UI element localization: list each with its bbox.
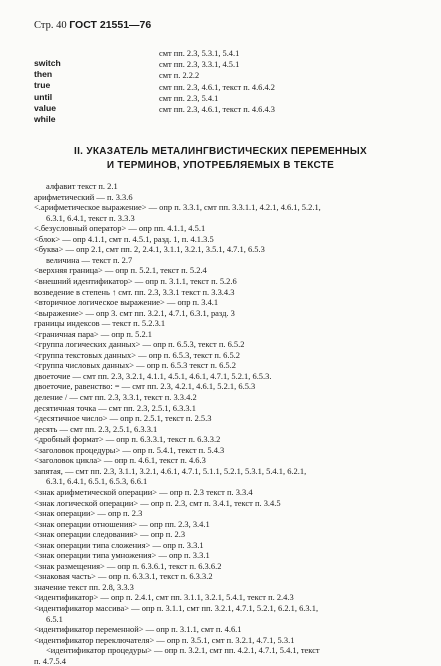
keyword-reference: смт пп. 2.3, 4.6.1, текст п. 4.6.4.3 — [159, 105, 275, 114]
page-number: Стр. 40 — [34, 20, 67, 31]
index-entry: <граничная пара> — опр п. 5.2.1 — [34, 328, 153, 339]
index-entry: 6.3.1, 6.4.1, 6.5.1, 6.5.3, 6.6.1 — [46, 476, 148, 487]
section-title-line-1: II. УКАЗАТЕЛЬ МЕТАЛИНГВИСТИЧЕСКИХ ПЕРЕМЕННЫХ — [74, 146, 367, 157]
index-entry: <идентификатор процедуры> — опр п. 3.2.1, смт пп. 4.2.1, 4.7.1, 5.4.1, текст — [46, 645, 320, 656]
keyword-reference: смт п. 2.2.2 — [159, 71, 200, 81]
index-entry: деление / — смт пп. 2.3, 3.3.1, текст п. 3.3.4.2 — [34, 392, 197, 402]
index-entry: <идентификатор переменной> — опр п. 3.1.1, смт п. 4.6.1 — [34, 624, 242, 635]
page-header — [34, 19, 151, 31]
index-entry: <знак арифметической операции> — опр п. 2.3 текст п. 3.3.4 — [34, 486, 253, 497]
index-entry: <знак операции отношения> — опр пп. 2.3, 3.4.1 — [34, 518, 210, 529]
index-entry: <знак операции типа сложения> — опр п. 3.3.1 — [34, 539, 204, 550]
index-entry: двоеточие, равенство: = — смт пп. 2.3, 4.2.1, 4.6.1, 5.2.1, 6.5.3 — [34, 381, 256, 392]
keyword-reference: смт пп. 2.3, 4.6.1, текст п. 4.6.4.2 — [159, 82, 275, 92]
index-entry: <знак логической операции> — опр п. 2.3, смт п. 3.4.1, текст п. 3.4.5 — [34, 497, 281, 508]
index-entry: <дробный формат> — опр п. 6.3.3.1, текст п. 6.3.3.2 — [34, 434, 221, 445]
keyword-reference: смт пп. 2.3, 5.3.1, 5.4.1 — [159, 49, 240, 58]
keyword-reference: смт пп. 2.3, 5.4.1 — [159, 93, 219, 103]
index-entry: <верхняя граница> — опр п. 5.2.1, текст п. 5.2.4 — [34, 265, 207, 276]
keyword-term: then — [34, 69, 53, 80]
index-entry: <внешний идентификатор> — опр п. 3.1.1, текст п. 5.2.6 — [34, 275, 237, 286]
index-entry: возведение в степень ↑ смт. пп. 2.3, 3.3.1 текст п. 3.3.4.3 — [34, 286, 235, 297]
standard-number: ГОСТ 21551—76 — [69, 19, 152, 31]
keyword-term: value — [34, 102, 56, 113]
index-entry: <буква> — опр 2.1, смт пп. 2, 2.4.1, 3.1.1, 3.2.1, 3.5.1, 4.7.1, 6.5.3 — [34, 244, 265, 255]
index-entry: <.арифметическое выражение> — опр п. 3.3.1, смт пп. 3.3.1.1, 4.2.1, 4.6.1, 5.2.1, — [34, 202, 321, 213]
keyword-term: until — [34, 91, 53, 102]
index-entry: значение текст пп. 2.8, 3.3.3 — [34, 581, 134, 592]
index-entry: запятая, — смт пп. 2.3, 3.1.1, 3.2.1, 4.6.1, 4.7.1, 5.1.1, 5.2.1, 5.3.1, 5.4.1, 6.2.1, — [34, 465, 307, 476]
index-entry: <знак размещения> — опр п. 6.3.6.1, текст п. 6.3.6.2 — [34, 560, 222, 571]
index-entry: п. 4.7.5.4 — [34, 655, 66, 666]
index-entry: десятичная точка — смт пп. 2.3, 2.5.1, 6.3.3.1 — [34, 402, 196, 413]
index-entry: границы индексов — текст п. 5.2.3.1 — [34, 318, 166, 329]
index-entry: <группа числовых данных> — опр п. 6.5.3 текст п. 6.5.2 — [34, 360, 236, 371]
index-entry: <идентификатор> — опр п. 2.4.1, смт пп. 3.1.1, 3.2.1, 5.4.1, текст п. 2.4.3 — [34, 592, 294, 603]
index-entry: арифметический — п. 3.3.6 — [34, 191, 133, 202]
index-entry: десять — смт пп. 2.3, 2.5.1, 6.3.3.1 — [34, 423, 158, 434]
index-entry: <знаковая часть> — опр п. 6.3.3.1, текст п. 6.3.3.2 — [34, 571, 213, 582]
index-entry: <вторичное логическое выражение> — опр п. 3.4.1 — [34, 297, 219, 308]
index-entry: <блок> — опр 4.1.1, смт п. 4.5.1, разд. 1, п. 4.1.3.5 — [34, 233, 214, 244]
index-entry: <.безусловный оператор> — опр пп. 4.1.1, 4.5.1 — [34, 223, 206, 234]
index-entry: <группа текстовых данных> — опр п. 6.5.3, текст п. 6.5.2 — [34, 349, 241, 360]
index-entry: <знак операции> — опр п. 2.3 — [34, 508, 143, 519]
index-entry: величина — текст п. 2.7 — [46, 254, 133, 265]
index-entry: <заголовок цикла> — опр п. 4.6.1, текст п. 4.6.3 — [34, 455, 206, 466]
keyword-term: while — [34, 114, 56, 124]
index-entry: 6.3.1, 6.4.1, текст п. 3.3.3 — [46, 212, 135, 223]
index-entry: <идентификатор переключателя> — опр п. 3.5.1, смт п. 3.2.1, 4.7.1, 5.3.1 — [34, 634, 295, 645]
index-entry: <выражение> — опр 3. смт пп. 3.2.1, 4.7.1, 6.3.1, разд. 3 — [34, 307, 235, 318]
index-entry: <знак операции следования> — опр п. 2.3 — [34, 529, 186, 540]
index-entry: <заголовок процедуры> — опр п. 5.4.1, текст п. 5.4.3 — [34, 444, 225, 455]
index-entry: <десятичное число> — опр п. 2.5.1, текст п. 2.5.3 — [34, 413, 212, 424]
index-entry: <знак операции типа умножения> — опр п. 3.3.1 — [34, 550, 210, 561]
index-entry: <идентификатор массива> — опр п. 3.1.1, смт пп. 3.2.1, 4.7.1, 5.2.1, 6.2.1, 6.3.1, — [34, 603, 319, 613]
keyword-reference: смт пп. 2.3, 3.3.1, 4.5.1 — [159, 60, 240, 70]
index-entry: алфавит текст п. 2.1 — [46, 181, 118, 191]
section-title-line-2: И ТЕРМИНОВ, УПОТРЕБЛЯЕМЫХ В ТЕКСТЕ — [106, 160, 335, 171]
index-entry: двоеточие — смт пп. 2.3, 3.2.1, 4.1.1, 4.5.1, 4.6.1, 4.7.1, 5.2.1, 6.5.3. — [34, 370, 272, 381]
keyword-term: true — [34, 80, 51, 91]
index-entry: 6.5.1 — [46, 613, 63, 624]
index-entry: <группа логических данных> — опр п. 6.5.3, текст п. 6.5.2 — [34, 339, 245, 350]
keyword-term: switch — [34, 58, 61, 68]
